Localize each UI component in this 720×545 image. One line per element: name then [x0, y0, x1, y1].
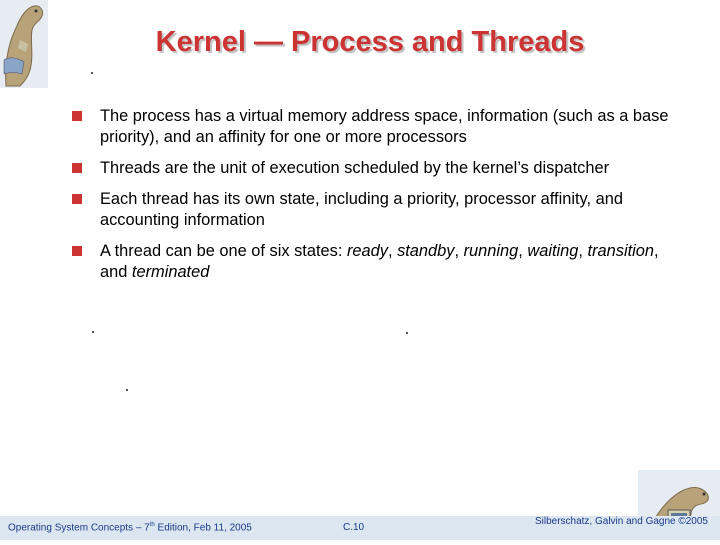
- stray-mark: [406, 332, 408, 334]
- slide-title: Kernel — Process and Threads: [155, 26, 585, 58]
- state-running: running: [463, 242, 519, 260]
- separator: ,: [454, 242, 464, 260]
- bullet-text: [100, 242, 659, 281]
- separator: ,: [578, 242, 588, 260]
- footer-slide-number: C.10: [343, 522, 365, 533]
- footer-book-title-a: Operating System Concepts – 7: [8, 522, 150, 534]
- bullet-item: [72, 241, 672, 283]
- footer-book-title-b: Edition, Feb 11, 2005: [154, 522, 252, 534]
- separator: ,: [387, 242, 398, 260]
- bullet-item: [72, 106, 672, 148]
- bullet-item: [72, 189, 672, 231]
- stray-mark: [126, 389, 128, 391]
- footer-superscript: th: [149, 522, 155, 528]
- bullet-text: Threads are the unit of execution scheduled by the kernel’s dispatcher: [100, 159, 610, 177]
- state-waiting: waiting: [527, 242, 579, 260]
- footer-bar: [0, 516, 720, 540]
- bullet-item: [72, 158, 672, 179]
- bullet-text: Each thread has its own state, including a priority, processor affinity, and accounting information: [100, 190, 623, 229]
- bullet-prefix: A thread can be one of six states:: [100, 242, 347, 260]
- bullet-list: [72, 106, 672, 293]
- bullet-text: The process has a virtual memory address space, information (such as a base priority), and an affinity for one or more processors: [100, 107, 669, 146]
- square-bullet-icon: [72, 194, 82, 204]
- state-terminated: terminated: [131, 263, 210, 281]
- footer-authors: Silberschatz, Galvin and Gagne ©2005: [534, 516, 708, 527]
- state-ready: ready: [346, 242, 388, 260]
- footer-book-title: [8, 522, 252, 533]
- square-bullet-icon: [72, 111, 82, 121]
- square-bullet-icon: [72, 163, 82, 173]
- state-transition: transition: [587, 242, 655, 260]
- square-bullet-icon: [72, 246, 82, 256]
- state-standby: standby: [397, 242, 455, 260]
- stray-mark: [92, 331, 94, 333]
- separator: ,: [518, 242, 528, 260]
- separator: , and: [100, 242, 659, 281]
- stray-mark: [91, 72, 93, 74]
